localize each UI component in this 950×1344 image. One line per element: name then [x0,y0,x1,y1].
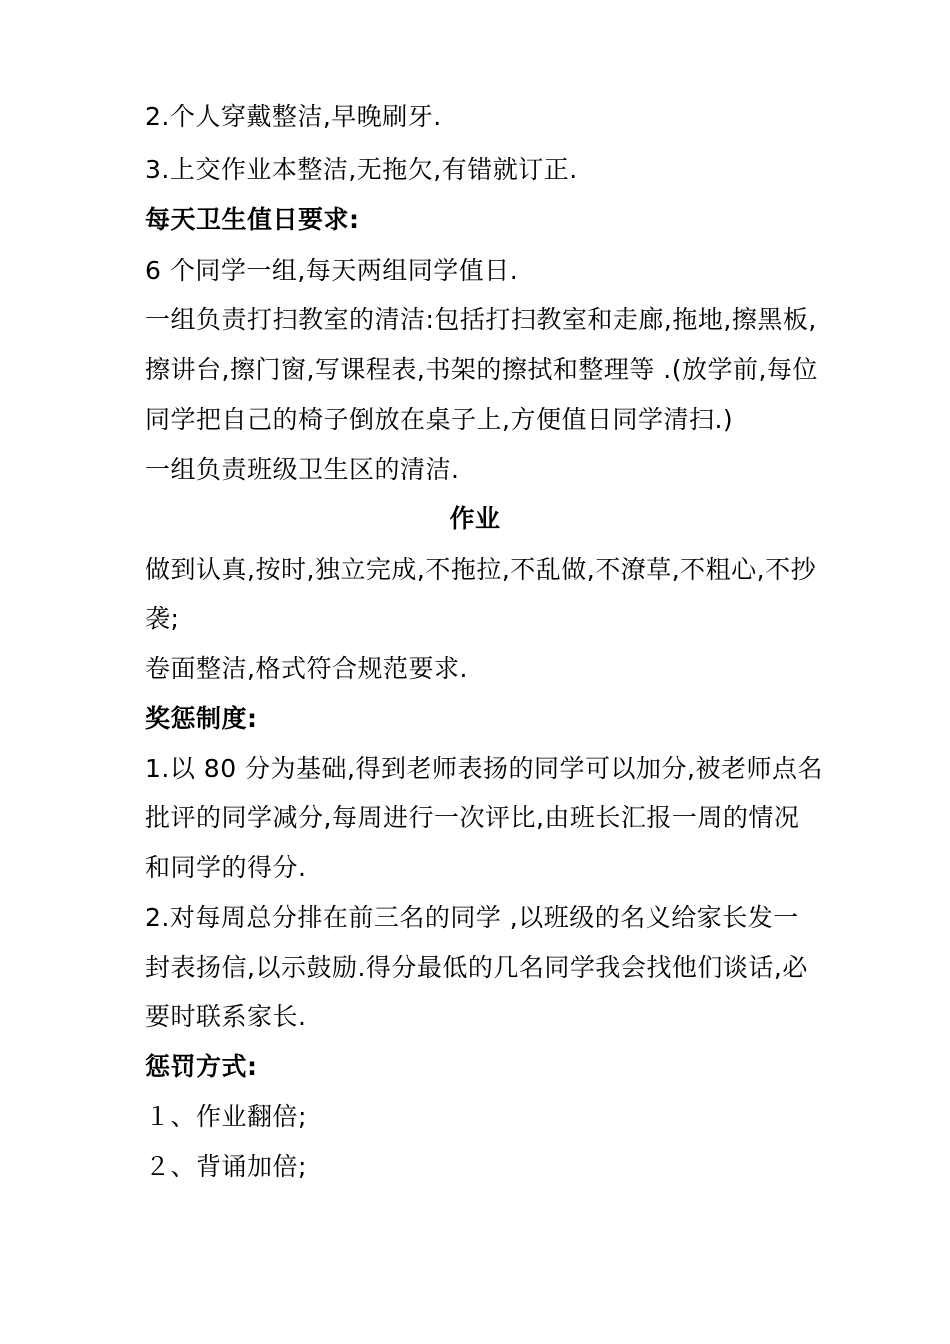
rewards-line-5: 封表扬信,以示鼓励.得分最低的几名同学我会找他们谈话,必 [145,953,808,982]
homework-line-2: 袭; [145,604,180,633]
duty-detail-line-2: 擦讲台,擦门窗,写课程表,书架的擦拭和整理等 .(放学前,每位 [145,355,818,384]
section-heading-rewards: 奖惩制度: [145,704,258,733]
homework-line-1: 做到认真,按时,独立完成,不拖拉,不乱做,不潦草,不粗心,不抄 [145,555,817,584]
section-heading-duty: 每天卫生值日要求: [145,205,360,234]
rewards-line-3: 和同学的得分. [145,853,307,882]
rewards-line-2: 批评的同学减分,每周进行一次评比,由班长汇报一周的情况 [145,803,800,832]
rewards-line-1: 1.以 80 分为基础,得到老师表扬的同学可以加分,被老师点名 [145,754,823,783]
duty-detail-line-3: 同学把自己的椅子倒放在桌子上,方便值日同学清扫.) [145,405,734,434]
homework-line-3: 卷面整洁,格式符合规范要求. [145,654,468,683]
rewards-line-6: 要时联系家长. [145,1002,307,1031]
rule-hygiene-2: 2.个人穿戴整洁,早晚刷牙. [145,102,442,131]
rule-homework-3: 3.上交作业本整洁,无拖欠,有错就订正. [145,155,578,184]
punishment-item-1: １、作业翻倍; [145,1102,307,1131]
section-heading-punishment: 惩罚方式: [145,1052,258,1081]
section-heading-homework: 作业 [449,504,501,533]
duty-group-text: 6 个同学一组,每天两组同学值日. [145,256,519,285]
punishment-item-2: ２、背诵加倍; [145,1152,307,1181]
rewards-line-4: 2.对每周总分排在前三名的同学 ,以班级的名义给家长发一 [145,903,799,932]
duty-area-text: 一组负责班级卫生区的清洁. [145,455,460,484]
duty-detail-line-1: 一组负责打扫教室的清洁:包括打扫教室和走廊,拖地,擦黑板, [145,305,817,334]
